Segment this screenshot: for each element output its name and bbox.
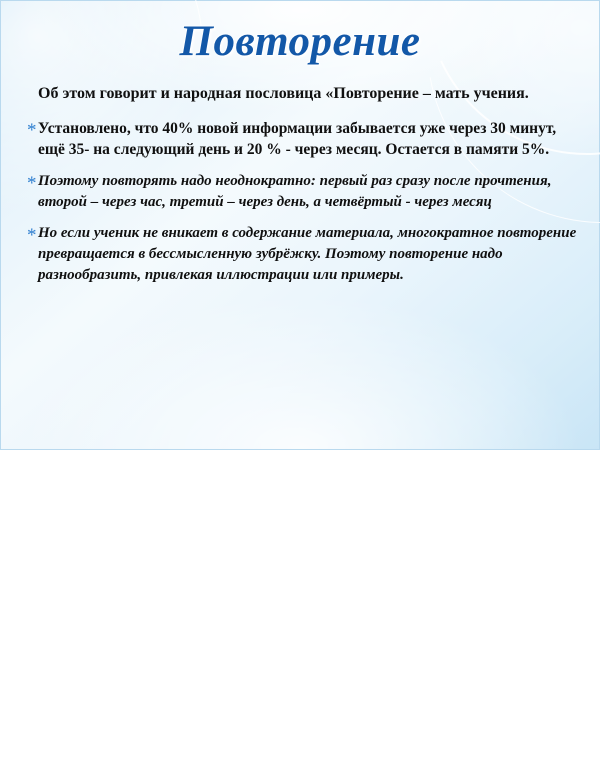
paragraph-intro [27, 83, 581, 106]
slide-title: Повторение [179, 18, 421, 65]
paragraph-forgetting-stats [27, 118, 581, 161]
paragraph-text: Об этом говорит и народная пословица «Повторение – мать учения. [38, 85, 529, 102]
paragraph-repetition-schedule [27, 171, 581, 213]
decorative-swirl-icon [224, 349, 600, 766]
slide-body [27, 83, 581, 295]
paragraph-meaningful-repetition [27, 223, 581, 286]
paragraph-text: Но если ученик не вникает в содержание материала, многократное повторение превращается в бессмысленную зубрёжку. Поэтому повторение надо разнообразить, привлекая иллюстрации или примеры. [38, 224, 577, 283]
asterisk-bullet-icon: * [27, 119, 37, 141]
asterisk-bullet-icon: * [27, 224, 37, 246]
asterisk-bullet-icon: * [27, 172, 37, 194]
paragraph-text: Установлено, что 40% новой информации забывается уже через 30 минут, ещё 35- на следующий день и 20 % - через месяц. Остается в памяти 5%. [38, 119, 557, 158]
paragraph-text: Поэтому повторять надо неоднократно: первый раз сразу после прочтения, второй – через час, третий – через день, а четвёртый - через месяц [38, 172, 552, 210]
